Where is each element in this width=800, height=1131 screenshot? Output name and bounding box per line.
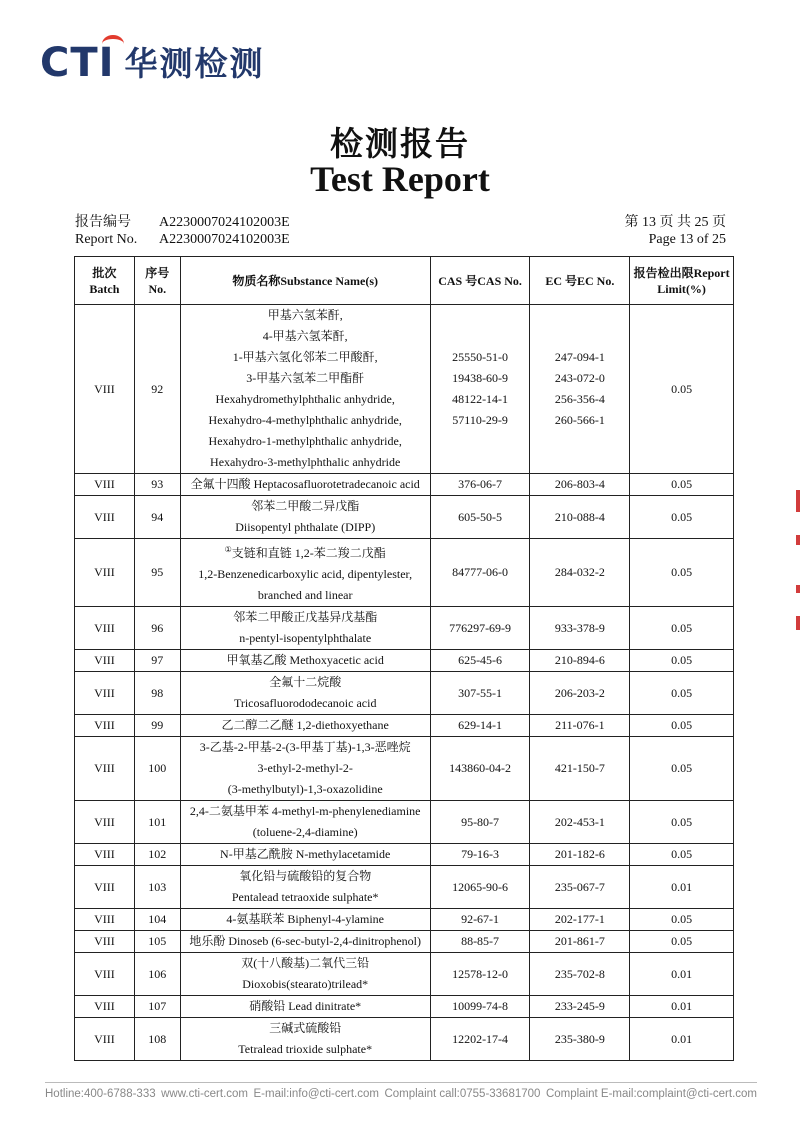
- cas-cell-line: 10099-74-8: [452, 999, 509, 1013]
- seal-edge-mark: [796, 535, 800, 545]
- table-row: [75, 607, 734, 650]
- cas-cell-line: 25550-51-0: [452, 350, 509, 364]
- cas-cell: [430, 844, 530, 866]
- limit-cell: 0.05: [630, 496, 734, 539]
- ec-cell: [530, 953, 630, 996]
- name-cell-line: Hexahydro-3-methylphthalic anhydride: [210, 455, 401, 469]
- header-ec-en: EC No.: [577, 273, 615, 288]
- no-cell: 99: [134, 715, 180, 737]
- logo-arc-icon: [102, 35, 124, 53]
- name-cell-line: 4-氨基联苯 Biphenyl-4-ylamine: [226, 912, 385, 926]
- header-limit-cn: 报告检出限: [633, 265, 694, 280]
- title-chinese: 检测报告: [330, 124, 470, 163]
- name-cell-line: 4-甲基六氢苯酐,: [262, 329, 348, 343]
- page-number-cn: 第 13 页 共 25 页: [624, 215, 726, 230]
- cas-cell: [430, 801, 530, 844]
- ec-cell-line: 233-245-9: [554, 999, 605, 1013]
- no-cell: 107: [134, 996, 180, 1018]
- ec-cell-line: 247-094-1: [554, 350, 605, 364]
- name-cell: [180, 650, 430, 672]
- name-cell-line: 邻苯二甲酸正戊基异戊基酯: [233, 610, 378, 624]
- title-english: Test Report: [310, 159, 490, 199]
- table-row: [75, 1018, 734, 1061]
- name-cell-line: Hexahydromethylphthalic anhydride,: [215, 392, 395, 406]
- name-text: 支链和直链 1,2-苯二羧二戊酯: [231, 546, 386, 560]
- footer-hotline: Hotline:400-6788-333: [45, 1088, 156, 1100]
- footer-email: E-mail:info@cti-cert.com: [253, 1088, 379, 1100]
- ec-cell: [530, 539, 630, 607]
- limit-cell: 0.05: [630, 715, 734, 737]
- batch-cell: VIII: [75, 305, 135, 474]
- no-cell: 105: [134, 931, 180, 953]
- name-cell-line: 3-甲基六氢苯二甲酯酐: [246, 371, 365, 385]
- name-cell-line: Hexahydro-4-methylphthalic anhydride,: [208, 413, 402, 427]
- header-batch: [75, 257, 135, 305]
- table-row: [75, 931, 734, 953]
- ec-cell-line: 202-177-1: [554, 912, 605, 926]
- limit-cell: 0.05: [630, 539, 734, 607]
- batch-cell: VIII: [75, 650, 135, 672]
- limit-cell: 0.05: [630, 801, 734, 844]
- no-cell: 101: [134, 801, 180, 844]
- footer-complaint-call: Complaint call:0755-33681700: [384, 1088, 541, 1100]
- no-cell: 106: [134, 953, 180, 996]
- name-cell-line: 地乐酚 Dinoseb (6-sec-butyl-2,4-dinitrophenol): [189, 934, 421, 948]
- page-number-en: Page 13 of 25: [648, 232, 726, 247]
- company-logo: [40, 38, 265, 88]
- header-name-en: Substance Name(s): [280, 273, 379, 288]
- cas-cell-line: 625-45-6: [458, 653, 503, 667]
- ec-cell-line: 202-453-1: [554, 814, 605, 829]
- name-cell-line: Dioxobis(stearato)trilead*: [242, 977, 369, 991]
- table-row: [75, 474, 734, 496]
- table-row: [75, 650, 734, 672]
- limit-cell: 0.05: [630, 909, 734, 931]
- cas-cell: [430, 539, 530, 607]
- name-cell-line: branched and linear: [257, 588, 353, 602]
- ec-cell: [530, 844, 630, 866]
- name-cell: [180, 737, 430, 801]
- name-cell-line: 硝酸铅 Lead dinitrate*: [249, 999, 362, 1013]
- name-cell-line: Hexahydro-1-methylphthalic anhydride,: [208, 434, 402, 448]
- ec-cell: [530, 607, 630, 650]
- cas-cell-line: 12578-12-0: [452, 966, 509, 981]
- cas-cell-line: 776297-69-9: [449, 620, 512, 635]
- ec-cell-line: 201-861-7: [554, 934, 605, 948]
- cas-cell: [430, 909, 530, 931]
- ec-cell: [530, 931, 630, 953]
- name-cell: [180, 305, 430, 474]
- name-cell-line: 全氟十四酸 Heptacosafluorotetradecanoic acid: [190, 477, 420, 491]
- header-limit-unit: (%): [685, 281, 706, 296]
- cas-cell: [430, 607, 530, 650]
- header-name: [180, 257, 430, 305]
- logo-brand-text: CTI: [40, 40, 115, 86]
- table-body: [75, 305, 734, 1061]
- name-cell-line: 甲氧基乙酸 Methoxyacetic acid: [226, 653, 384, 667]
- no-cell: 95: [134, 539, 180, 607]
- seal-edge-mark: [796, 616, 800, 630]
- no-cell: 100: [134, 737, 180, 801]
- ec-cell-line: 235-067-7: [554, 879, 605, 894]
- header-ec-cn: EC 号: [545, 273, 577, 288]
- ec-cell-line: 243-072-0: [554, 371, 605, 385]
- batch-cell: VIII: [75, 715, 135, 737]
- header-no-en: No.: [148, 281, 167, 296]
- cas-cell: [430, 737, 530, 801]
- header-cas: [430, 257, 530, 305]
- cas-cell-line: 12065-90-6: [452, 879, 509, 894]
- no-cell: 94: [134, 496, 180, 539]
- ec-cell: [530, 1018, 630, 1061]
- header-no-cn: 序号: [145, 265, 170, 280]
- name-cell-line: 全氟十二烷酸: [269, 675, 342, 689]
- table-row: [75, 672, 734, 715]
- table-row: [75, 496, 734, 539]
- header-batch-en: Batch: [89, 281, 120, 296]
- ec-cell: [530, 801, 630, 844]
- name-cell: [180, 931, 430, 953]
- page-number-block: [625, 214, 727, 248]
- table-row: [75, 844, 734, 866]
- footer-divider: [45, 1082, 757, 1083]
- batch-cell: VIII: [75, 931, 135, 953]
- substance-table: [74, 256, 734, 1061]
- cas-cell: [430, 953, 530, 996]
- logo-brand: [40, 40, 115, 86]
- name-cell: [180, 844, 430, 866]
- header-name-cn: 物质名称: [232, 273, 281, 288]
- limit-cell: 0.01: [630, 866, 734, 909]
- batch-cell: VIII: [75, 844, 135, 866]
- name-cell-line: 双(十八酸基)二氧代三铅: [241, 956, 370, 970]
- cas-cell-line: 79-16-3: [461, 847, 500, 861]
- batch-cell: VIII: [75, 909, 135, 931]
- cas-cell-line: 307-55-1: [458, 685, 503, 700]
- note-mark: ①: [224, 545, 232, 554]
- cas-cell-line: 629-14-1: [458, 718, 503, 732]
- limit-cell: 0.05: [630, 650, 734, 672]
- ec-cell: [530, 496, 630, 539]
- no-cell: 102: [134, 844, 180, 866]
- batch-cell: VIII: [75, 474, 135, 496]
- ec-cell-line: 284-032-2: [554, 565, 605, 579]
- cas-cell: [430, 715, 530, 737]
- ec-cell-line: 206-203-2: [554, 685, 605, 700]
- ec-cell: [530, 650, 630, 672]
- batch-cell: VIII: [75, 496, 135, 539]
- header-cas-cn: CAS 号: [438, 273, 478, 288]
- ec-cell: [530, 909, 630, 931]
- name-cell-line: 3-ethyl-2-methyl-2-: [257, 761, 353, 775]
- no-cell: 98: [134, 672, 180, 715]
- name-cell-line: 3-乙基-2-甲基-2-(3-甲基丁基)-1,3-恶唑烷: [199, 740, 411, 754]
- ec-cell-line: 210-088-4: [554, 509, 605, 524]
- name-cell: [180, 539, 430, 607]
- header-limit-en: Report Limit: [657, 265, 730, 296]
- table-row: [75, 737, 734, 801]
- limit-cell: 0.05: [630, 844, 734, 866]
- report-no-label-cn: 报告编号: [75, 215, 131, 230]
- cas-cell-line: 605-50-5: [458, 509, 503, 524]
- ec-cell-line: 235-702-8: [554, 966, 605, 981]
- report-no-label-en: Report No.: [75, 232, 138, 247]
- no-cell: 92: [134, 305, 180, 474]
- cas-cell: [430, 996, 530, 1018]
- ec-cell: [530, 715, 630, 737]
- batch-cell: VIII: [75, 996, 135, 1018]
- name-cell-line: 1,2-Benzenedicarboxylic acid, dipentylester,: [198, 567, 413, 581]
- limit-cell: 0.05: [630, 737, 734, 801]
- batch-cell: VIII: [75, 801, 135, 844]
- logo-cn-name: 华测检测: [124, 43, 265, 83]
- footer-complaint-email: Complaint E-mail:complaint@cti-cert.com: [545, 1088, 757, 1100]
- cas-cell: [430, 672, 530, 715]
- limit-cell: 0.01: [630, 1018, 734, 1061]
- cas-cell: [430, 496, 530, 539]
- footer-website: www.cti-cert.com: [161, 1088, 249, 1100]
- table-row: [75, 715, 734, 737]
- ec-cell-line: 260-566-1: [554, 413, 605, 427]
- table-row: [75, 996, 734, 1018]
- cas-cell: [430, 474, 530, 496]
- ec-cell-line: 933-378-9: [554, 620, 605, 635]
- name-cell-line: Diisopentyl phthalate (DIPP): [235, 520, 376, 534]
- cas-cell-line: 57110-29-9: [452, 413, 508, 427]
- cas-cell-line: 376-06-7: [458, 477, 503, 491]
- limit-cell: 0.05: [630, 305, 734, 474]
- batch-cell: VIII: [75, 953, 135, 996]
- no-cell: 104: [134, 909, 180, 931]
- table-row: [75, 909, 734, 931]
- name-cell: [180, 866, 430, 909]
- name-cell-line: Pentalead tetraoxide sulphate*: [231, 890, 379, 904]
- cas-cell-line: 88-85-7: [461, 934, 500, 948]
- no-cell: 96: [134, 607, 180, 650]
- ec-cell: [530, 474, 630, 496]
- name-cell-line: n-pentyl-isopentylphthalate: [239, 631, 372, 645]
- name-cell-line: 乙二醇二乙醚 1,2-diethoxyethane: [221, 718, 389, 732]
- name-cell: [180, 996, 430, 1018]
- ec-cell-line: 421-150-7: [554, 761, 605, 775]
- cas-cell-line: 48122-14-1: [452, 392, 509, 406]
- limit-cell: 0.05: [630, 931, 734, 953]
- report-no-value-en: A2230007024102003E: [159, 232, 290, 247]
- no-cell: 108: [134, 1018, 180, 1061]
- name-cell: [180, 715, 430, 737]
- footer: [45, 1088, 757, 1100]
- limit-cell: 0.05: [630, 672, 734, 715]
- ec-cell-line: 235-380-9: [554, 1031, 605, 1046]
- batch-cell: VIII: [75, 539, 135, 607]
- cas-cell-line: 95-80-7: [461, 814, 500, 829]
- cas-cell-line: 92-67-1: [461, 912, 500, 926]
- seal-edge-mark: [796, 490, 800, 512]
- cas-cell-line: 12202-17-4: [452, 1031, 509, 1046]
- header-ec: [530, 257, 630, 305]
- seal-edge-mark: [796, 585, 800, 593]
- name-cell-line: (3-methylbutyl)-1,3-oxazolidine: [227, 782, 383, 796]
- name-cell: [180, 909, 430, 931]
- batch-cell: VIII: [75, 672, 135, 715]
- name-cell: [180, 607, 430, 650]
- ec-cell: [530, 996, 630, 1018]
- ec-cell-line: 256-356-4: [554, 392, 605, 406]
- header-batch-cn: 批次: [92, 265, 117, 280]
- ec-cell: [530, 737, 630, 801]
- cas-cell: [430, 931, 530, 953]
- name-cell: [180, 953, 430, 996]
- limit-cell: 0.01: [630, 953, 734, 996]
- name-cell-line: Tricosafluorododecanoic acid: [233, 696, 377, 710]
- limit-cell: 0.05: [630, 474, 734, 496]
- report-no-value-cn: A2230007024102003E: [159, 215, 290, 230]
- name-cell-line: 氧化铅与硫酸铅的复合物: [239, 869, 372, 883]
- name-cell-line: N-甲基乙酰胺 N-methylacetamide: [220, 847, 391, 861]
- batch-cell: VIII: [75, 1018, 135, 1061]
- name-cell-line: 甲基六氢苯酐,: [267, 308, 343, 322]
- batch-cell: VIII: [75, 737, 135, 801]
- name-cell: [180, 801, 430, 844]
- ec-cell: [530, 672, 630, 715]
- limit-cell: 0.05: [630, 607, 734, 650]
- limit-cell: 0.01: [630, 996, 734, 1018]
- name-cell: [180, 672, 430, 715]
- ec-cell: [530, 866, 630, 909]
- table-row: [75, 801, 734, 844]
- ec-cell-line: 206-803-4: [554, 477, 605, 491]
- name-cell-line: 1-甲基六氢化邻苯二甲酸酐,: [232, 350, 378, 364]
- name-cell-line: 邻苯二甲酸二异戊酯: [251, 499, 360, 513]
- batch-cell: VIII: [75, 866, 135, 909]
- name-cell-line: 2,4-二氨基甲苯 4-methyl-m-phenylenediamine: [189, 804, 421, 818]
- header-limit: [630, 257, 734, 305]
- batch-cell: VIII: [75, 607, 135, 650]
- ec-cell-line: 201-182-6: [554, 847, 605, 861]
- cas-cell: [430, 1018, 530, 1061]
- name-cell-line: Tetralead trioxide sulphate*: [238, 1042, 373, 1056]
- report-number-block: [75, 214, 290, 248]
- name-cell-line: [184, 539, 427, 564]
- cas-cell-line: 84777-06-0: [452, 565, 509, 579]
- name-cell: [180, 1018, 430, 1061]
- cas-cell: [430, 305, 530, 474]
- table-row: [75, 866, 734, 909]
- cas-cell-line: 19438-60-9: [452, 371, 509, 385]
- ec-cell-line: 210-894-6: [554, 653, 605, 667]
- cas-cell: [430, 650, 530, 672]
- name-cell: [180, 496, 430, 539]
- cas-cell-line: 143860-04-2: [449, 761, 512, 775]
- cas-cell: [430, 866, 530, 909]
- no-cell: 97: [134, 650, 180, 672]
- header-cas-en: CAS No.: [477, 273, 522, 288]
- table-header: [75, 257, 734, 305]
- ec-cell: [530, 305, 630, 474]
- ec-cell-line: 211-076-1: [555, 718, 605, 732]
- no-cell: 103: [134, 866, 180, 909]
- no-cell: 93: [134, 474, 180, 496]
- header-no: [134, 257, 180, 305]
- table-row: [75, 539, 734, 607]
- name-cell-line: (toluene-2,4-diamine): [252, 825, 358, 839]
- name-cell-line: 三碱式硫酸铅: [269, 1021, 342, 1035]
- name-cell: [180, 474, 430, 496]
- table-row: [75, 305, 734, 474]
- table-row: [75, 953, 734, 996]
